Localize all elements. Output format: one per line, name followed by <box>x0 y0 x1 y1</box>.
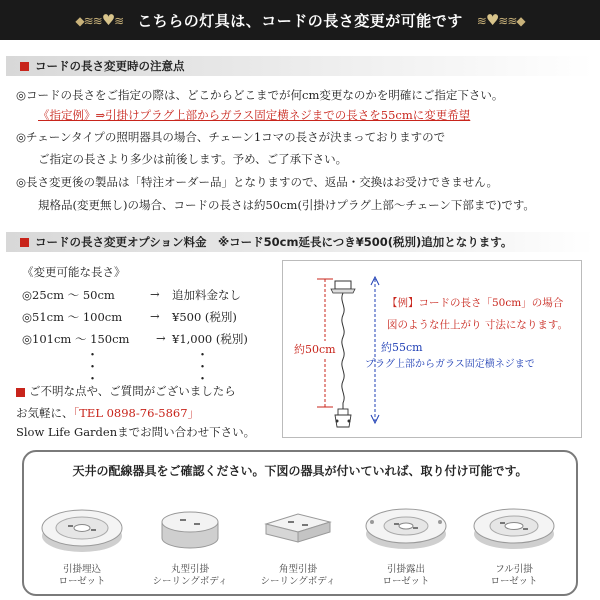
right-ornament-icon: ≋♥≋≋◆ <box>476 11 525 29</box>
option-range: ◎51cm ～ 100cm <box>22 310 123 324</box>
fixture-item <box>250 492 346 592</box>
continuation-dots: ・ ・ ・ <box>86 348 100 387</box>
fixture-label: 丸型引掛 シーリングボディ <box>152 564 228 587</box>
note-line: 規格品(変更無し)の場合、コードの長さは約50cm(引掛けプラグ上部～チェーン下部まで)です。 <box>38 198 535 212</box>
red-square-icon <box>20 238 29 247</box>
contact-text: ご不明な点や、ご質問がございましたら <box>29 384 236 398</box>
continuation-dots: ・ ・ ・ <box>196 348 210 387</box>
options-title: 《変更可能な長さ》 <box>22 265 126 279</box>
option-range: ◎25cm ～ 50cm <box>22 288 115 302</box>
option-row <box>22 309 237 325</box>
header-banner <box>0 0 600 40</box>
option-arrow: → <box>156 331 166 345</box>
fixture-item <box>34 492 130 592</box>
red-square-icon <box>20 62 29 71</box>
cord-length-diagram <box>282 260 582 438</box>
section-heading-text: コードの長さ変更オプション料金 ※コード50cm延長につき¥500(税別)追加となります。 <box>35 235 513 249</box>
chain-shape <box>342 293 344 411</box>
label-50cm: 約50cm <box>294 343 336 356</box>
contact-line <box>16 383 236 399</box>
contact-line <box>16 405 199 421</box>
fixture-title: 天井の配線器具をご確認ください。下図の器具が付いていれば、取り付け可能です。 <box>72 464 528 478</box>
option-arrow: → <box>150 287 160 301</box>
fixture-label: フル引掛 ローゼット <box>490 564 538 587</box>
banner-title: こちらの灯具は、コードの長さ変更が可能です <box>137 11 463 30</box>
option-range: ◎101cm ～ 150cm <box>22 332 130 346</box>
contact-line: Slow Life Gardenまでお問い合わせ下さい。 <box>16 425 256 439</box>
diagram-example-line1: 【例】コードの長さ「50cm」の場合 <box>387 297 564 309</box>
note-line: ◎チェーンタイプの照明器具の場合、チェーン1コマの長さが決まっておりますので <box>16 130 446 144</box>
note-example-line: 《指定例》⇒引掛けプラグ上部からガラス固定横ネジまでの長さを55cmに変更希望 <box>38 108 471 122</box>
diagram-example-line2: 図のような仕上がり 寸法になります。 <box>387 319 568 331</box>
surface-rosette-icon <box>358 492 454 562</box>
red-square-icon <box>16 388 25 397</box>
section-heading-options <box>6 232 594 252</box>
label-55cm: 約55cm <box>381 341 423 354</box>
fixture-item <box>142 492 238 592</box>
option-price: ¥500 (税別) <box>172 310 237 324</box>
flush-rosette-icon <box>34 492 130 562</box>
fixture-label: 引掛埋込 ローゼット <box>58 564 106 587</box>
note-line: ◎長さ変更後の製品は「特注オーダー品」となりますので、返品・交換はお受けできません。 <box>16 175 498 189</box>
square-ceiling-body-icon <box>250 492 346 562</box>
contact-phone[interactable]: 「TEL 0898-76-5867」 <box>73 406 200 420</box>
note-line: ご指定の長さより多少は前後します。予め、ご了承下さい。 <box>38 152 348 166</box>
option-arrow: → <box>150 309 160 323</box>
fixture-item <box>358 492 454 592</box>
fixture-compatibility-box <box>22 450 578 596</box>
option-price: ¥1,000 (税別) <box>172 332 248 346</box>
option-price: 追加料金なし <box>172 288 241 302</box>
fixture-label: 引掛露出 ローゼット <box>382 564 430 587</box>
label-55cm-desc: プラグ上部からガラス固定横ネジまで <box>365 359 535 370</box>
full-hook-rosette-icon <box>466 492 562 562</box>
left-ornament-icon: ◆≋≋♥≋ <box>75 11 124 29</box>
fixture-item <box>466 492 562 592</box>
option-row <box>22 287 241 303</box>
option-row <box>22 331 248 347</box>
note-line: ◎コードの長さをご指定の際は、どこからどこまでが何cm変更なのかを明確にご指定下さい。 <box>16 88 504 102</box>
plug-shape <box>335 281 351 289</box>
section-heading-text: コードの長さ変更時の注意点 <box>35 59 185 73</box>
fixture-label: 角型引掛 シーリングボディ <box>260 564 336 587</box>
contact-text: お気軽に、 <box>16 406 74 420</box>
section-heading-notes <box>6 56 594 76</box>
round-ceiling-body-icon <box>142 492 238 562</box>
